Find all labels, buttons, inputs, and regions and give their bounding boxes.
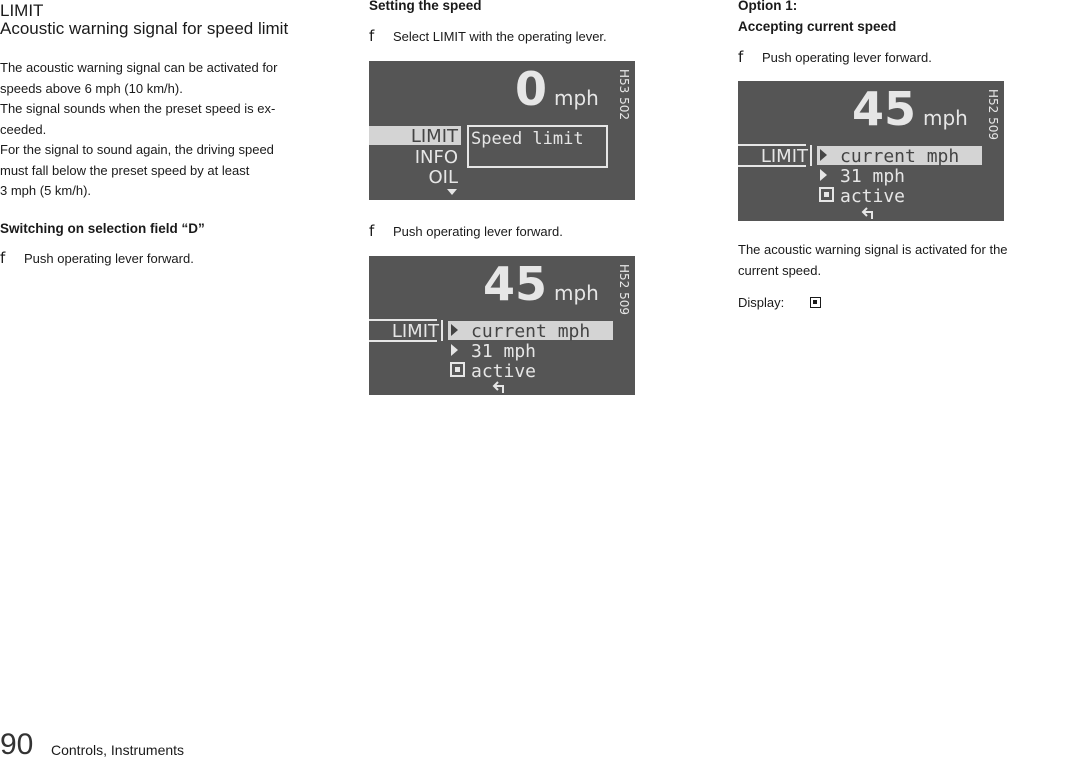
page-title: Acoustic warning signal for speed limit (0, 19, 289, 38)
section-heading: Option 1: (738, 0, 798, 13)
section-heading: Accepting current speed (738, 19, 897, 34)
paragraph-line: speeds above 6 mph (10 km/h). (0, 80, 183, 96)
footer-section: Controls, Instruments (51, 742, 185, 758)
menu-item-oil: OIL (428, 167, 458, 188)
speed-unit: mph (554, 281, 599, 305)
instruction-step (369, 222, 563, 241)
paragraph-line: For the signal to sound again, the driving speed (0, 142, 274, 157)
display-screen (369, 256, 635, 395)
active-indicator-dot (455, 367, 460, 372)
option-active: active (840, 186, 906, 207)
speed-unit: mph (554, 86, 599, 110)
menu-item-limit: LIMIT (391, 321, 439, 342)
figure-code: H52 509 (617, 264, 631, 316)
arrow-right-icon (820, 169, 827, 181)
step-bullet-icon: f (369, 27, 375, 45)
section-heading: Switching on selection field “D” (0, 221, 205, 236)
arrow-right-icon (451, 344, 458, 356)
figure-code: H53 502 (617, 69, 631, 121)
result-paragraph (738, 240, 1067, 281)
display-screen (369, 61, 635, 200)
step-bullet-icon: f (0, 249, 6, 267)
paragraph-line: current speed. (738, 262, 822, 278)
option-preset-mph: 31 mph (471, 341, 537, 362)
section-label: LIMIT (0, 1, 44, 20)
active-indicator-icon (810, 297, 821, 308)
step-text: Push operating lever forward. (393, 224, 563, 239)
paragraph-line: The acoustic warning signal is activated for the (738, 242, 1008, 257)
selection-box-text: Speed limit (471, 129, 584, 149)
display-screen (738, 81, 1004, 221)
paragraph-line: The acoustic warning signal can be activated for (0, 60, 278, 75)
figure-code: H52 509 (986, 89, 1000, 141)
option-current-mph: current mph (840, 146, 960, 167)
menu-item-limit: LIMIT (410, 126, 458, 147)
step-bullet-icon: f (738, 48, 744, 66)
speed-value: 0 (514, 62, 547, 116)
return-arrow-icon (863, 208, 872, 219)
instruction-step (738, 48, 932, 67)
step-text: Select LIMIT with the operating lever. (393, 29, 607, 44)
speed-value: 45 (851, 82, 916, 136)
scroll-down-icon (447, 189, 457, 195)
intro-paragraph (0, 58, 345, 202)
page-number: 90 (0, 728, 34, 761)
step-text: Push operating lever forward. (24, 251, 194, 266)
step-bullet-icon: f (369, 222, 375, 240)
paragraph-line: The signal sounds when the preset speed is ex- (0, 101, 276, 116)
step-text: Push operating lever forward. (762, 50, 932, 65)
speed-value: 45 (482, 257, 547, 311)
instruction-step (0, 249, 194, 268)
instruction-step (369, 27, 607, 46)
paragraph-line: must fall below the preset speed by at least (0, 162, 250, 178)
return-arrow-icon (494, 382, 503, 393)
active-indicator-dot (813, 300, 817, 304)
section-heading: Setting the speed (369, 0, 482, 13)
active-indicator-dot (824, 192, 829, 197)
menu-item-limit: LIMIT (760, 146, 808, 167)
menu-item-info: INFO (414, 147, 458, 168)
option-current-mph: current mph (471, 321, 591, 342)
display-label: Display: (738, 295, 785, 310)
option-active: active (471, 361, 537, 382)
paragraph-line: 3 mph (5 km/h). (0, 183, 92, 198)
speed-unit: mph (923, 106, 968, 130)
paragraph-line: ceeded. (0, 121, 47, 137)
option-preset-mph: 31 mph (840, 166, 906, 187)
